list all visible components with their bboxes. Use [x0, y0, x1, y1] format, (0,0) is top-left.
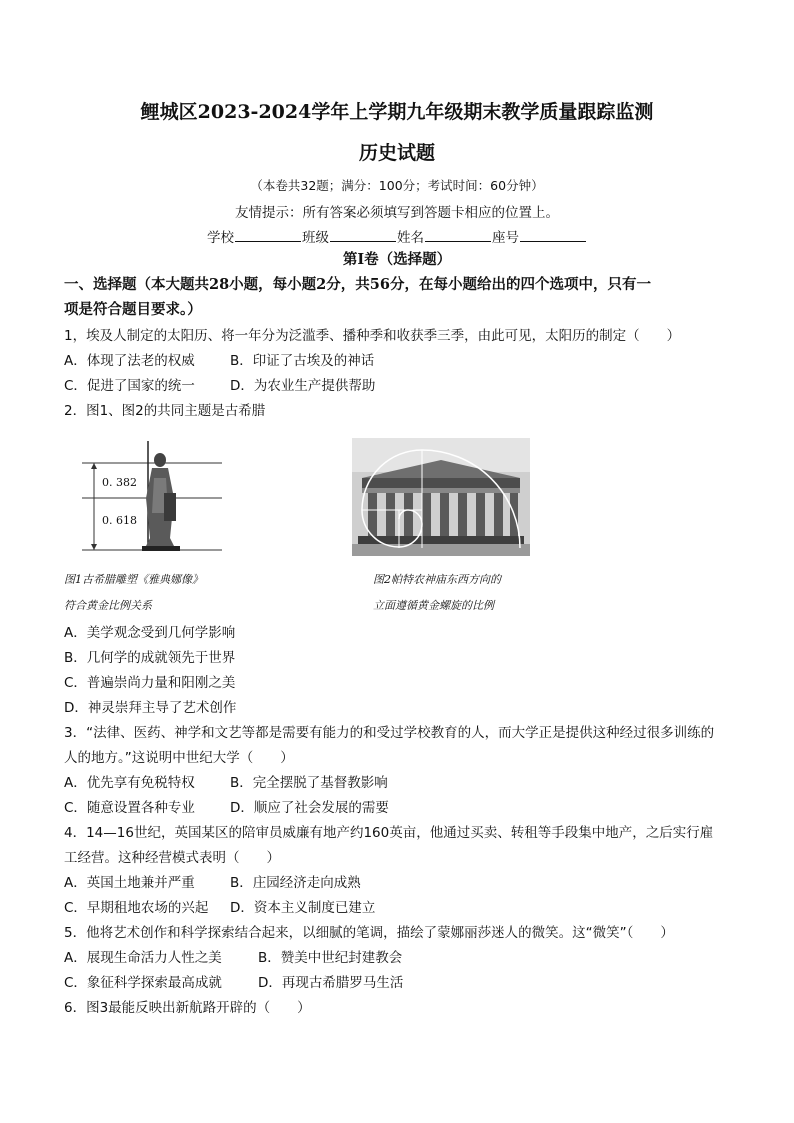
question-3-stem-line-1: 3．“法律、医药、神学和文艺等都是需要有能力的和受过学校教育的人，而大学正是提供这种经过很多训练的 — [64, 725, 715, 741]
exam-title: 鲤城区2023-2024学年上学期九年级期末教学质量跟踪监测 — [140, 101, 654, 123]
q2-option-d[interactable]: D．神灵崇拜主导了艺术创作 — [64, 700, 237, 716]
question-4-options-row-2 — [64, 896, 375, 916]
q3-option-c[interactable]: C．随意设置各种专业 — [64, 800, 195, 816]
figure-1-caption-line-2: 符合黄金比例关系 — [64, 599, 152, 612]
seat-label: 座号 — [492, 230, 519, 246]
q4-option-c[interactable]: C．早期租地农场的兴起 — [64, 900, 209, 916]
q2-option-b[interactable]: B．几何学的成就领先于世界 — [64, 650, 236, 666]
question-1-options-row-2 — [64, 374, 375, 394]
figure-1-caption-line-1: 图1古希腊雕塑《雅典娜像》 — [64, 573, 203, 586]
athena-golden-ratio-image — [72, 438, 232, 558]
exam-info: （本卷共32题；满分：100分；考试时间：60分钟） — [250, 178, 544, 193]
question-5-options-row-2 — [64, 971, 403, 991]
question-4-stem-line-2: 工经营。这种经营模式表明（ ） — [64, 850, 280, 866]
q4-option-a[interactable]: A．英国土地兼并严重 — [64, 875, 195, 891]
class-label: 班级 — [302, 230, 329, 246]
q5-option-c[interactable]: C．象征科学探索最高成就 — [64, 975, 222, 991]
figure-2-parthenon — [352, 438, 530, 556]
section-heading: 第Ⅰ卷（选择题） — [342, 251, 452, 268]
school-label: 学校 — [207, 230, 234, 246]
q5-option-d[interactable]: D．再现古希腊罗马生活 — [258, 975, 404, 991]
question-4-stem-line-1: 4．14—16世纪，英国某区的陪审员威廉有地产约160英亩，他通过买卖、转租等手段集中地产，之后实行雇 — [64, 825, 714, 841]
question-3-options-row-2 — [64, 796, 389, 816]
q2-option-a[interactable]: A．美学观念受到几何学影响 — [64, 625, 236, 641]
question-3-stem-line-2: 人的地方。”这说明中世纪大学（ ） — [64, 750, 294, 766]
q3-option-a[interactable]: A．优先享有免税特权 — [64, 775, 195, 791]
school-blank[interactable] — [235, 229, 301, 242]
figure-1-athena-statue — [72, 438, 232, 558]
class-blank[interactable] — [330, 229, 396, 242]
question-3-options-row-1 — [64, 771, 388, 791]
question-1-stem: 1，埃及人制定的太阳历、将一年分为泛滥季、播种季和收获季三季，由此可见，太阳历的制定（ ） — [64, 328, 681, 344]
question-2-stem: 2．图1、图2的共同主题是古希腊 — [64, 403, 266, 419]
instructions-line-1: 一、选择题（本大题共28小题，每小题2分，共56分，在每小题给出的四个选项中，只有一 — [64, 276, 651, 293]
subject-title: 历史试题 — [358, 142, 435, 164]
seat-blank[interactable] — [520, 229, 586, 242]
q5-option-a[interactable]: A．展现生命活力人性之美 — [64, 950, 222, 966]
q1-option-c[interactable]: C．促进了国家的统一 — [64, 378, 195, 394]
question-6-stem: 6．图3最能反映出新航路开辟的（ ） — [64, 1000, 311, 1016]
question-1-options-row-1 — [64, 349, 374, 369]
q5-option-b[interactable]: B．赞美中世纪封建教会 — [258, 950, 403, 966]
name-label: 姓名 — [397, 230, 424, 246]
question-4-options-row-1 — [64, 871, 361, 891]
friendly-tip: 友情提示：所有答案必须填写到答题卡相应的位置上。 — [235, 205, 559, 221]
q3-option-d[interactable]: D．顺应了社会发展的需要 — [230, 800, 389, 816]
instructions-line-2: 项是符合题目要求。） — [64, 301, 202, 318]
student-info-fields — [0, 226, 794, 246]
q4-option-b[interactable]: B．庄园经济走向成熟 — [230, 875, 361, 891]
q2-option-c[interactable]: C．普遍崇尚力量和阳刚之美 — [64, 675, 236, 691]
figure-2-caption-line-2: 立面遵循黄金螺旋的比例 — [373, 599, 494, 612]
q4-option-d[interactable]: D．资本主义制度已建立 — [230, 900, 376, 916]
ratio-bottom-label: 0. 618 — [102, 514, 137, 527]
q1-option-b[interactable]: B．印证了古埃及的神话 — [230, 353, 375, 369]
question-5-options-row-1 — [64, 946, 402, 966]
ratio-top-label: 0. 382 — [102, 476, 137, 489]
q1-option-a[interactable]: A．体现了法老的权威 — [64, 353, 195, 369]
parthenon-golden-spiral-image — [352, 438, 530, 556]
q1-option-d[interactable]: D．为农业生产提供帮助 — [230, 378, 376, 394]
figure-2-caption-line-1: 图2帕特农神庙东西方向的 — [373, 573, 501, 586]
q3-option-b[interactable]: B．完全摆脱了基督教影响 — [230, 775, 388, 791]
name-blank[interactable] — [425, 229, 491, 242]
question-5-stem: 5．他将艺术创作和科学探索结合起来，以细腻的笔调，描绘了蒙娜丽莎迷人的微笑。这“微笑”（ ） — [64, 925, 674, 941]
